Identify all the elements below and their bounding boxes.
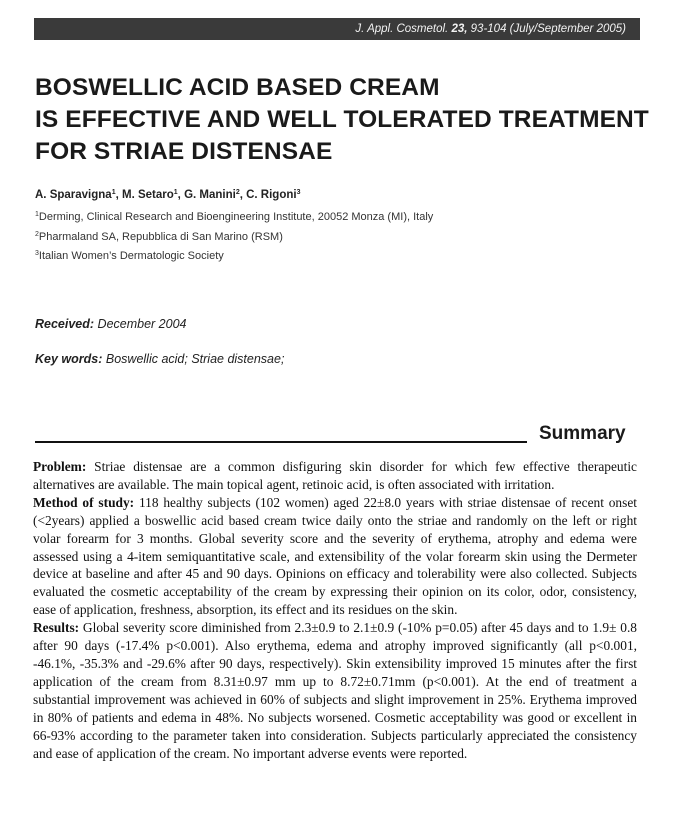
abstract-label: Method of study: [33,494,135,510]
keywords [35,352,284,366]
author-affil-ref: 1 [111,189,116,196]
author-affil-ref: 1 [173,189,178,196]
abstract-section-method [33,494,637,619]
affiliation-number: 2 [35,230,39,238]
author-affil-ref: 3 [296,189,301,196]
author-name: C. Rigoni [246,189,297,201]
abstract-text: Striae distensae are a common disfiguring skin disorder for which few effective therapeutic alternatives are available. The main topical agent, retinoic acid, is often associated with irritation. [33,459,637,492]
summary-heading: Summary [539,423,626,444]
author-name: A. Sparavigna [35,189,112,201]
abstract-text: 118 healthy subjects (102 women) aged 22±8.0 years with striae distensae of recent onset (<2years) applied a boswellic acid based cream twice daily onto the striae and randomly on the left or right volar forearm for 3 months. Global severity score and the severity of erythema, atrophy and edema were assessed using a 4-item semiquantitative scale, and extensibility of the volar forearm skin using the Dermeter device at baseline and after 45 and 90 days. Opinions on efficacy and tolerability were also collected. Subjects evaluated the cosmetic acceptability of the cream by expressing their opinion on its color, odor, consistency, ease of application, freshness, absorption, its effect and its residues on the skin. [33,494,637,618]
affiliation-text: Pharmaland SA, Repubblica di San Marino (RSM) [38,230,283,243]
summary-divider [35,441,527,443]
title-line: BOSWELLIC ACID BASED CREAM [35,74,440,101]
affiliation-number: 3 [35,250,39,257]
abstract-section-results [33,619,637,762]
received-label: Received: [35,317,95,331]
abstract-text: Global severity score diminished from 2.3±0.9 to 2.1±0.9 (-10% p=0.05) after 45 days and to 1.9± 0.8 after 90 days (-17.4% p<0.001). Also erythema, edema and atrophy improved significantly (all p<0.001, -46.1%, -35.3% and -29.6% after 90 days, respectively). Skin extensibility improved 15 minutes after the first application of the cream from 8.31±0.97 mm up to 8.72±0.71mm (p<0.001). At the end of treatment a substantial improvement was achieved in 60% of subjects and slight improvement in 25%. Erythema improved in 80% of patients and edema in 48%. No subjects worsened. Cosmetic acceptability was good or excellent in 66-93% according to the parameter taken into consideration. Subjects particularly appreciated the consistency and ease of application of the cream. No important adverse events were reported. [33,620,637,761]
affiliation-text: Derming, Clinical Research and Bioengineering Institute, 20052 Monza (MI), Italy [38,211,434,223]
abstract-label: Results: [33,620,80,636]
affiliation [35,228,433,248]
affiliation-number: 1 [35,211,39,218]
affiliation [35,208,433,228]
title-line: FOR STRIAE DISTENSAE [35,138,333,165]
author-name: G. Manini [184,189,236,201]
received-value: December 2004 [97,317,187,331]
author-list: A. Sparavigna$^1$, M. Setaro$^1$, G. Manini$^2$, C. Rigoni$^3$ [35,189,301,201]
journal-volume: 23, [451,23,468,35]
keywords-label: Key words: [35,352,103,366]
journal-pages: 93-104 (July/September 2005) [470,23,626,35]
author-name: M. Setaro [122,189,174,201]
author-affil-ref: 2 [235,189,240,196]
journal-name: J. Appl. Cosmetol. [355,23,449,35]
affiliation [35,247,433,267]
affiliation-text: Italian Women’s Dermatologic Society [38,250,224,262]
abstract [33,458,637,762]
journal-header-bar [34,18,640,40]
received-date [35,317,187,331]
paper-title [35,72,655,168]
affiliation-list [35,208,433,267]
abstract-section-problem [33,458,637,494]
title-line: IS EFFECTIVE AND WELL TOLERATED TREATMENT [35,106,649,133]
abstract-label: Problem: [33,459,87,474]
keywords-value: Boswellic acid; Striae distensae; [105,352,285,366]
